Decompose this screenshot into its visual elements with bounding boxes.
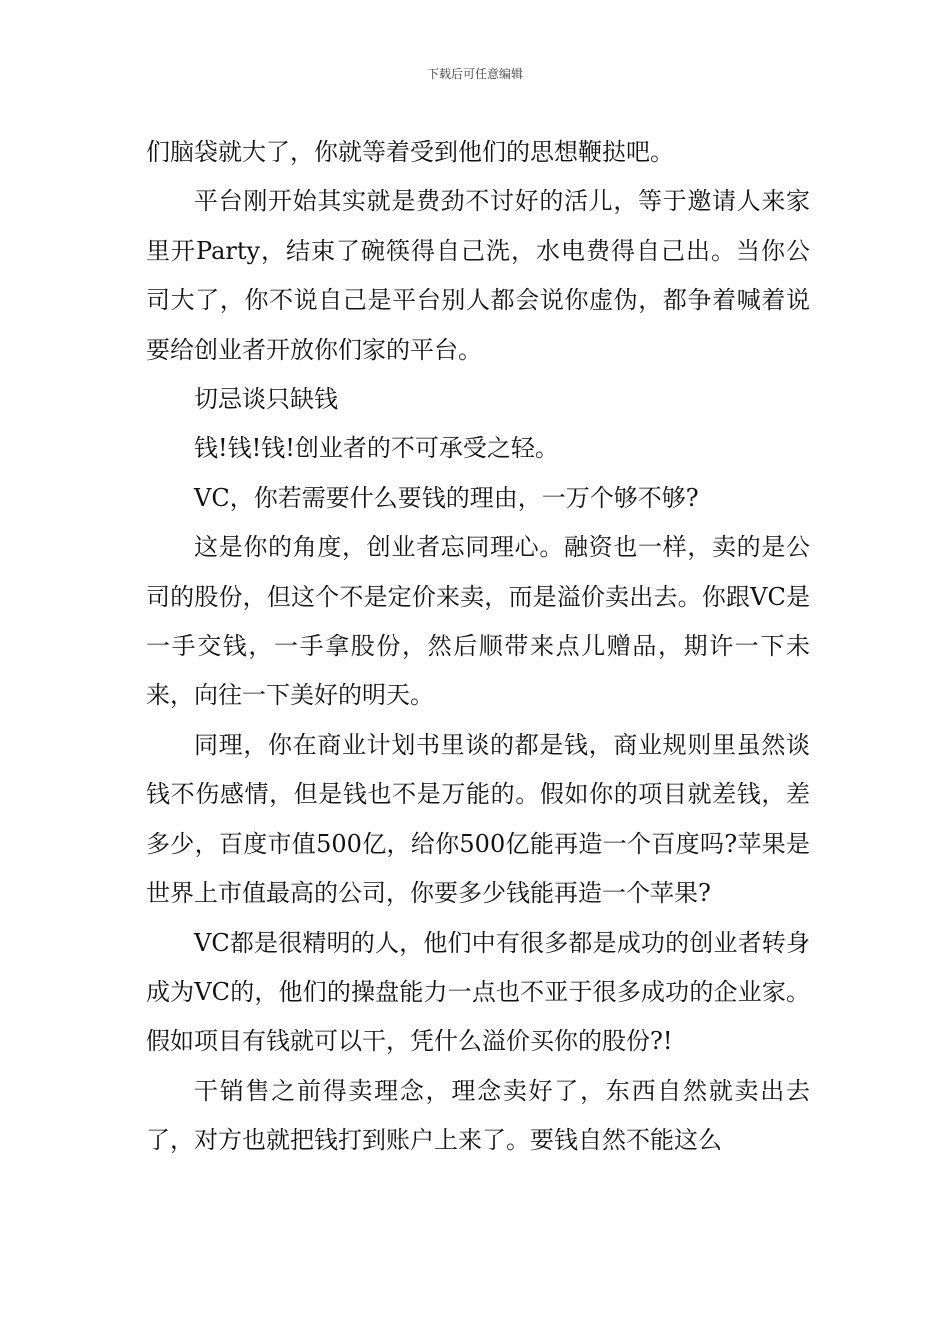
paragraph-8: VC都是很精明的人，他们中有很多都是成功的创业者转身成为VC的，他们的操盘能力一点也不亚于很多成功的企业家。假如项目有钱就可以干，凭什么溢价买你的股份?! bbox=[146, 928, 810, 1056]
paragraph-4: 钱!钱!钱!创业者的不可承受之轻。 bbox=[194, 434, 559, 463]
paragraph-7: 同理，你在商业计划书里谈的都是钱，商业规则里虽然谈钱不伤感情，但是钱也不是万能的。假如你的项目就差钱，差多少，百度市值500亿，给你500亿能再造一个百度吗?苹果是世界上市值最高的公司，你要多少钱能再造一个苹果? bbox=[146, 730, 810, 908]
paragraph-3: 切忌谈只缺钱 bbox=[194, 385, 338, 414]
paragraph-2: 平台刚开始其实就是费劲不讨好的活儿，等于邀请人来家里开Party，结束了碗筷得自己洗，水电费得自己出。当你公司大了，你不说自己是平台别人都会说你虚伪，都争着喊着说要给创业者开放你们家的平台。 bbox=[146, 187, 810, 364]
paragraph-6: 这是你的角度，创业者忘同理心。融资也一样，卖的是公司的股份，但这个不是定价来卖，而是溢价卖出去。你跟VC是一手交钱，一手拿股份，然后顺带来点儿赠品，期许一下未来，向往一下美好的明天。 bbox=[146, 533, 810, 710]
document-body bbox=[146, 128, 810, 1166]
paragraph-1: 们脑袋就大了，你就等着受到他们的思想鞭挞吧。 bbox=[146, 138, 674, 166]
paragraph-5: VC，你若需要什么要钱的理由，一万个够不够? bbox=[194, 483, 699, 512]
page-header: 下载后可任意编辑 bbox=[426, 67, 523, 81]
paragraph-9: 干销售之前得卖理念，理念卖好了，东西自然就卖出去了，对方也就把钱打到账户上来了。要钱自然不能这么 bbox=[146, 1076, 810, 1155]
